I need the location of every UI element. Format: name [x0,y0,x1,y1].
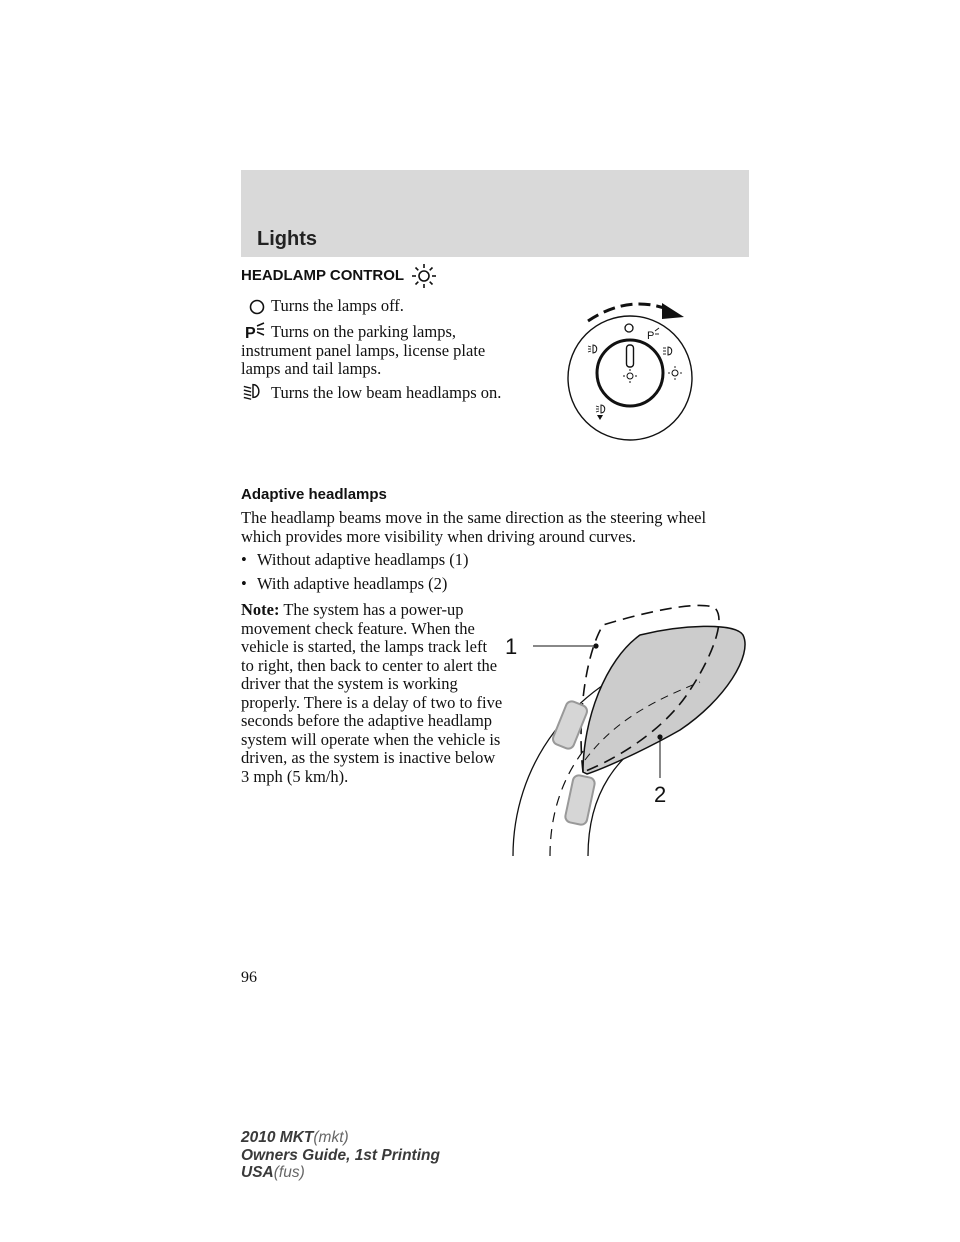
callout-2: 2 [654,782,667,807]
note-text: The system has a power-up movement check feature. When the vehicle is started, the lamps track left to right, then back to center to alert the driver that the system is working properly. There is a delay of two to five seconds before the adaptive headlamp system will operate when the vehicle is driven, as the system is inactive below 3 mph (5 km/h). [241,600,503,786]
svg-text:P: P [245,325,256,342]
adaptive-headlamps-heading: Adaptive headlamps [241,486,387,503]
headlamp-sun-icon [411,263,437,289]
headlamp-control-heading: HEADLAMP CONTROL [241,267,405,284]
adaptive-beam-illustration [505,600,750,860]
footer-model: 2010 MKT [241,1129,314,1146]
knob-parking-label: P [647,330,655,342]
print-footer [241,1129,440,1182]
off-circle-icon [246,296,268,318]
note-paragraph [241,601,503,786]
footer-printing: Owners Guide, 1st Printing [241,1146,440,1164]
bullet-text: With adaptive headlamps (2) [257,574,448,593]
adaptive-paragraph: The headlamp beams move in the same direction as the steering wheel which provides more visibility when driving around curves. [241,508,707,546]
list-item: • Without adaptive headlamps (1) [241,550,469,569]
list-item: • With adaptive headlamps (2) [241,574,448,593]
callout-1: 1 [505,634,518,659]
footer-market-code: (fus) [273,1164,305,1181]
section-header-band [241,170,749,257]
mode-parking-text: Turns on the parking lamps, instrument panel lamps, license plate lamps and tail lamps. [241,322,486,378]
section-title: Lights [257,228,317,250]
page-number: 96 [241,969,257,986]
note-label: Note: [241,600,280,619]
footer-model-code: (mkt) [313,1129,349,1146]
headlamp-switch-illustration [560,293,715,443]
mode-off-text: Turns the lamps off. [271,296,404,315]
bullet-text: Without adaptive headlamps (1) [257,550,469,569]
mode-lowbeam-text: Turns the low beam headlamps on. [271,383,502,402]
footer-market: USA [241,1164,274,1181]
